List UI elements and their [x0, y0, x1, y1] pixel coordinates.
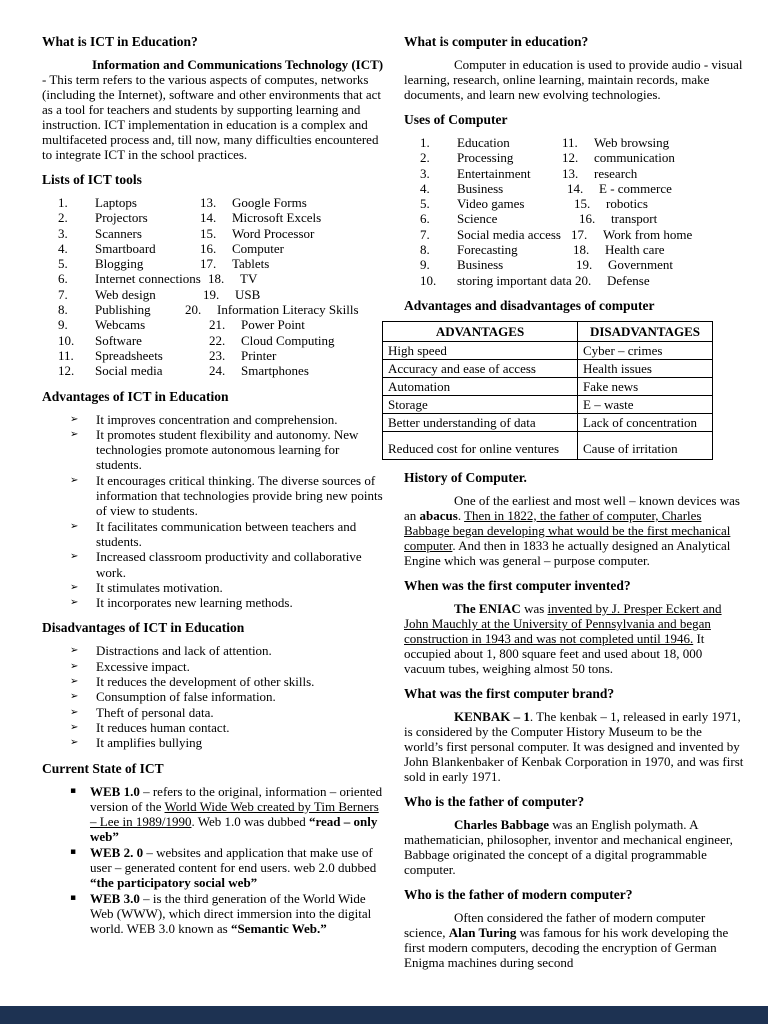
- list-item: [209, 317, 359, 332]
- list-item-text: It stimulates motivation.: [96, 579, 223, 595]
- list-item: [579, 211, 692, 226]
- list-item: [200, 226, 359, 241]
- list-item: [185, 302, 359, 317]
- list-item-text: It amplifies bullying: [96, 735, 203, 751]
- list-number: 2.: [58, 210, 68, 226]
- table-cell: Storage: [383, 395, 578, 413]
- text-segment: – is the third generation of the World Wide Web (WWW), which direct immersion into the digital world. WEB 3.0 known as: [90, 890, 372, 937]
- list-item-text: Business: [457, 257, 504, 273]
- list-number: 8.: [420, 242, 430, 258]
- paragraph-kenbak: [404, 709, 744, 784]
- list-item-text: It incorporates new learning methods.: [96, 595, 293, 611]
- list-item: [42, 580, 387, 595]
- list-item-text: research: [594, 165, 638, 181]
- list-item-text: Internet connections: [95, 271, 201, 287]
- list-item: [571, 227, 692, 242]
- text-segment: Often considered the father of modern computer science,: [404, 909, 706, 940]
- text-segment: .: [457, 507, 465, 523]
- list-number: 11.: [58, 347, 74, 363]
- list-item-text: Increased classroom productivity and collaborative work.: [96, 549, 362, 580]
- list-item: [567, 181, 692, 196]
- text-segment: was an English polymath. A mathematician, philosopher, inventor and mechanical engineer, Babbage originated the concept of a digital programmable computer.: [404, 816, 733, 877]
- heading-uses-of-computer: Uses of Computer: [404, 112, 508, 127]
- list-item: [200, 210, 359, 225]
- list-number: 17.: [200, 256, 217, 272]
- list-number: 12.: [562, 150, 579, 166]
- text-segment: . The kenbak – 1, released in early 1971, is considered by the Computer History Museum to be the world’s first personal computer. It was designed and invented by John Blankenbaker of Kenbak Corporation in 1970, and was first sold in early 1971.: [404, 708, 744, 784]
- list-item-text: Smartphones: [241, 363, 309, 379]
- list-item-text: Publishing: [95, 302, 151, 318]
- list-item-text: Excessive impact.: [96, 658, 190, 674]
- list-item-text: It improves concentration and comprehension.: [96, 411, 338, 427]
- list-item-text: Projectors: [95, 210, 148, 226]
- table-cell: Automation: [383, 377, 578, 395]
- heading-ict-disadvantages: Disadvantages of ICT in Education: [42, 620, 245, 636]
- arrow-bullet-icon: ➢: [70, 520, 79, 532]
- list-number: 16.: [200, 240, 217, 256]
- text-segment: The ENIAC: [454, 600, 521, 616]
- list-item: [42, 735, 387, 750]
- paragraph-history: [404, 493, 744, 568]
- text-segment: – websites and application that make use of user – generated content for end users. web 2.0 dubbed: [90, 844, 377, 875]
- list-number: 2.: [420, 150, 430, 166]
- text-segment: Then in 1822, the father of computer, Charles Babbage began developing what would be the first mechanical computer: [404, 507, 731, 553]
- paragraph-computer-definition: [404, 57, 744, 102]
- list-item-text: Word Processor: [232, 225, 315, 241]
- list-item: [200, 195, 359, 210]
- ict-disadvantages-list: [42, 643, 387, 750]
- table-row: [383, 413, 713, 431]
- list-number: 9.: [58, 317, 68, 333]
- arrow-bullet-icon: ➢: [70, 551, 79, 563]
- text-segment: World Wide Web created by Tim Berners – Lee in 1989/1990: [90, 798, 379, 830]
- list-number: 14.: [567, 180, 584, 196]
- text-segment: abacus: [419, 507, 458, 523]
- list-item-text: robotics: [606, 196, 648, 212]
- list-number: 5.: [58, 256, 68, 272]
- list-item-text: communication: [594, 150, 675, 166]
- text-segment: WEB 1.0: [90, 783, 140, 799]
- table-row: [383, 395, 713, 413]
- table-cell: Better understanding of data: [383, 413, 578, 431]
- list-item: [209, 348, 359, 363]
- list-item-text: [90, 891, 387, 937]
- heading-history-of-computer: History of Computer.: [404, 469, 527, 485]
- computer-uses-col2: [562, 135, 692, 288]
- list-number: 9.: [420, 257, 430, 273]
- arrow-bullet-icon: ➢: [70, 660, 79, 672]
- table-header-cell: DISADVANTAGES: [578, 321, 713, 341]
- paragraph-eniac: [404, 601, 744, 676]
- text-segment: Charles Babbage: [454, 816, 549, 832]
- list-item: [203, 287, 359, 302]
- list-item: [562, 135, 692, 150]
- list-number: 6.: [420, 211, 430, 227]
- list-number: 19.: [576, 257, 593, 273]
- paragraph-babbage: [404, 817, 744, 877]
- list-number: 13.: [200, 195, 217, 210]
- ict-advantages-list: [42, 412, 387, 611]
- viewer-footer-bar: [0, 1006, 768, 1024]
- list-item-text: Computer: [232, 240, 284, 256]
- list-number: 3.: [58, 225, 68, 241]
- list-item: [42, 643, 387, 658]
- list-item: [42, 720, 387, 735]
- list-item: [42, 659, 387, 674]
- list-number: 10.: [420, 272, 437, 288]
- list-item-text: Blogging: [95, 256, 144, 272]
- list-item: [42, 549, 387, 580]
- text-segment: was: [520, 600, 548, 616]
- list-item-text: Health care: [605, 242, 665, 258]
- list-number: 17.: [571, 226, 588, 242]
- heading-father-of-computer: Who is the father of computer?: [404, 793, 585, 809]
- list-item-text: Printer: [241, 347, 277, 363]
- list-item-text: Entertainment: [457, 165, 531, 181]
- arrow-bullet-icon: ➢: [70, 691, 79, 703]
- current-state-list: [42, 784, 387, 937]
- list-number: 6.: [58, 271, 68, 287]
- list-item: [200, 256, 359, 271]
- text-segment: WEB 2. 0: [90, 844, 144, 860]
- list-item-text: Laptops: [95, 195, 137, 210]
- text-segment: One of the earliest and most well – known devices was an: [404, 492, 740, 523]
- list-item-text: Information Literacy Skills: [217, 302, 359, 318]
- list-item-text: Work from home: [603, 226, 693, 242]
- text-segment: was famous for his work developing the first modern computers, decoding the encryption of German Enigma machines during second: [404, 924, 729, 970]
- list-item-text: [90, 784, 387, 845]
- text-segment: - This term refers to the various aspects of computes, networks (including the Internet), software and other environments that act as a tool for teachers and students by supporting learning and instruction. ICT implementation in education is a complex and multifaceted process and, till now, many difficulties encountered to integrate ICT in the school practices.: [42, 72, 381, 162]
- list-item: [42, 705, 387, 720]
- list-item-text: Tablets: [232, 256, 270, 272]
- arrow-bullet-icon: ➢: [70, 706, 79, 718]
- list-item-text: It encourages critical thinking. The diverse sources of information that technologies provide bring new points of view to students.: [96, 472, 383, 519]
- list-item: [573, 242, 692, 257]
- table-cell: Fake news: [578, 377, 713, 395]
- text-segment: WEB 3.0: [90, 890, 140, 906]
- list-number: 15.: [200, 225, 217, 241]
- list-number: 15.: [574, 196, 591, 212]
- list-item-text: Microsoft Excels: [232, 210, 322, 226]
- list-number: 1.: [58, 195, 68, 210]
- list-item: [42, 519, 387, 550]
- table-cell: Cyber – crimes: [578, 341, 713, 359]
- list-item-text: USB: [235, 286, 261, 302]
- list-item-text: It facilitates communication between teachers and students.: [96, 518, 357, 549]
- list-item: [576, 257, 692, 272]
- list-item: [575, 273, 692, 288]
- list-item-text: It reduces human contact.: [96, 719, 230, 735]
- list-number: 13.: [562, 165, 579, 181]
- table-cell: Cause of irritation: [578, 431, 713, 459]
- list-item: [209, 333, 359, 348]
- text-segment: It occupied about 1, 800 square feet and used about 18, 000 vacuum tubes, weighing almost 50 tons.: [404, 630, 705, 676]
- text-segment: Alan Turing: [448, 924, 517, 940]
- list-number: 20.: [575, 272, 592, 288]
- text-segment: KENBAK – 1: [454, 708, 530, 724]
- paragraph-ict-definition: [42, 57, 387, 162]
- list-number: 10.: [58, 332, 75, 348]
- list-item-text: Smartboard: [95, 240, 156, 256]
- arrow-bullet-icon: ➢: [70, 474, 79, 486]
- arrow-bullet-icon: ➢: [70, 645, 79, 657]
- list-item-text: Web browsing: [594, 135, 670, 150]
- list-item-text: Google Forms: [232, 195, 307, 210]
- arrow-bullet-icon: ➢: [70, 413, 79, 425]
- heading-ict-advantages: Advantages of ICT in Education: [42, 388, 229, 404]
- square-bullet-icon: ▪: [70, 892, 77, 903]
- list-item-text: Education: [457, 135, 510, 150]
- list-item-text: Video games: [457, 196, 525, 212]
- list-item-text: transport: [611, 211, 658, 227]
- list-number: 16.: [579, 211, 596, 227]
- list-item-text: Processing: [457, 150, 514, 166]
- computer-uses-list: [404, 135, 744, 288]
- heading-father-of-modern-computer: Who is the father of modern computer?: [404, 886, 633, 902]
- table-header-row: [383, 321, 713, 341]
- square-bullet-icon: ▪: [70, 846, 77, 857]
- list-item-text: Defense: [607, 272, 650, 288]
- list-number: 11.: [562, 135, 578, 150]
- list-item-text: E - commerce: [599, 180, 672, 196]
- list-item-text: Government: [608, 257, 673, 273]
- list-item: [562, 166, 692, 181]
- heading-adv-disadv-computer: Advantages and disadvantages of computer: [404, 297, 655, 313]
- table-cell: Accuracy and ease of access: [383, 359, 578, 377]
- text-segment: . Web 1.0 was dubbed: [191, 814, 309, 830]
- list-item-text: Science: [457, 211, 498, 227]
- list-item-text: Software: [95, 332, 142, 348]
- list-number: 4.: [58, 240, 68, 256]
- arrow-bullet-icon: ➢: [70, 737, 79, 749]
- list-item-text: Social media access: [457, 226, 561, 242]
- table-cell: Reduced cost for online ventures: [383, 431, 578, 459]
- list-item-text: Forecasting: [457, 242, 518, 258]
- list-number: 22.: [209, 332, 226, 348]
- list-item-text: [90, 845, 387, 891]
- list-number: 5.: [420, 196, 430, 212]
- list-item-text: It promotes student flexibility and autonomy. New technologies promote autonomous learning for students.: [96, 426, 359, 473]
- list-item: [42, 674, 387, 689]
- list-number: 14.: [200, 210, 217, 226]
- list-item-text: TV: [240, 271, 258, 287]
- list-number: 21.: [209, 317, 226, 333]
- paragraph-turing: [404, 910, 744, 970]
- list-item: [42, 595, 387, 610]
- square-bullet-icon: ▪: [70, 785, 77, 796]
- text-segment: . And then in 1833 he actually designed an Analytical Engine which was general – purpose computer.: [404, 537, 731, 568]
- text-segment: – refers to the original, information – oriented version of the: [90, 783, 383, 814]
- list-number: 12.: [58, 363, 75, 379]
- list-item: [42, 845, 387, 891]
- list-number: 8.: [58, 302, 68, 318]
- list-item: [200, 241, 359, 256]
- list-item-text: Power Point: [241, 317, 305, 333]
- list-item-text: Cloud Computing: [241, 332, 335, 348]
- list-item: [42, 412, 387, 427]
- heading-first-computer-invented: When was the first computer invented?: [404, 577, 631, 593]
- table-row: [383, 359, 713, 377]
- list-number: 1.: [420, 135, 430, 150]
- list-number: 19.: [203, 286, 220, 302]
- list-number: 24.: [209, 363, 226, 379]
- list-item-text: Theft of personal data.: [96, 704, 214, 720]
- list-item-text: Webcams: [95, 317, 146, 333]
- list-item-text: Consumption of false information.: [96, 689, 276, 705]
- ict-tools-col2: [185, 195, 359, 379]
- list-number: 3.: [420, 165, 430, 181]
- list-item-text: Distractions and lack of attention.: [96, 643, 272, 659]
- list-item: [42, 427, 387, 473]
- list-item-text: Web design: [95, 286, 156, 302]
- list-item: [574, 196, 692, 211]
- arrow-bullet-icon: ➢: [70, 597, 79, 609]
- list-number: 4.: [420, 180, 430, 196]
- list-item: [42, 473, 387, 519]
- heading-what-is-computer: What is computer in education?: [404, 34, 589, 49]
- heading-ict-tools: Lists of ICT tools: [42, 172, 142, 187]
- table-cell: High speed: [383, 341, 578, 359]
- arrow-bullet-icon: ➢: [70, 428, 79, 440]
- text-segment: Information and Communications Technology (ICT): [92, 57, 384, 72]
- table-row: [383, 341, 713, 359]
- list-item-text: Scanners: [95, 225, 142, 241]
- list-item-text: Social media: [95, 363, 163, 379]
- list-item-text: It reduces the development of other skills.: [96, 674, 315, 690]
- text-segment: “read – only web”: [90, 814, 378, 845]
- table-row: [383, 431, 713, 459]
- text-segment: invented by J. Presper Eckert and John Mauchly at the University of Pennsylvania and began construction in 1943 and was not completed until 1946.: [404, 600, 722, 646]
- text-segment: “the participatory social web”: [90, 875, 258, 891]
- list-number: 7.: [58, 286, 68, 302]
- list-item: [209, 363, 359, 378]
- arrow-bullet-icon: ➢: [70, 721, 79, 733]
- heading-what-is-ict: What is ICT in Education?: [42, 34, 198, 49]
- table-row: [383, 377, 713, 395]
- heading-first-computer-brand: What was the first computer brand?: [404, 685, 615, 701]
- list-item: [42, 689, 387, 704]
- table-cell: E – waste: [578, 395, 713, 413]
- list-number: 18.: [208, 271, 225, 287]
- list-item: [42, 784, 387, 845]
- text-segment: “Semantic Web.”: [230, 921, 327, 937]
- list-item-text: Business: [457, 180, 504, 196]
- list-item: [208, 271, 359, 286]
- ict-tools-list: [42, 195, 387, 379]
- arrow-bullet-icon: ➢: [70, 676, 79, 688]
- right-column: [388, 34, 744, 974]
- list-number: 7.: [420, 226, 430, 242]
- list-item: [562, 150, 692, 165]
- table-cell: Lack of concentration: [578, 413, 713, 431]
- list-item-text: Spreadsheets: [95, 347, 163, 363]
- list-item-text: storing important data: [457, 272, 572, 288]
- table-header-cell: ADVANTAGES: [383, 321, 578, 341]
- list-number: 23.: [209, 347, 226, 363]
- table-cell: Health issues: [578, 359, 713, 377]
- list-item: [42, 891, 387, 937]
- heading-current-state: Current State of ICT: [42, 760, 164, 776]
- advantages-disadvantages-table: [382, 321, 713, 460]
- text-segment: Computer in education is used to provide audio - visual learning, research, online learning, maintain records, make documents, and learn new evolving technologies.: [404, 57, 743, 102]
- arrow-bullet-icon: ➢: [70, 581, 79, 593]
- list-number: 18.: [573, 242, 590, 258]
- list-number: 20.: [185, 302, 202, 318]
- left-column: [42, 34, 387, 974]
